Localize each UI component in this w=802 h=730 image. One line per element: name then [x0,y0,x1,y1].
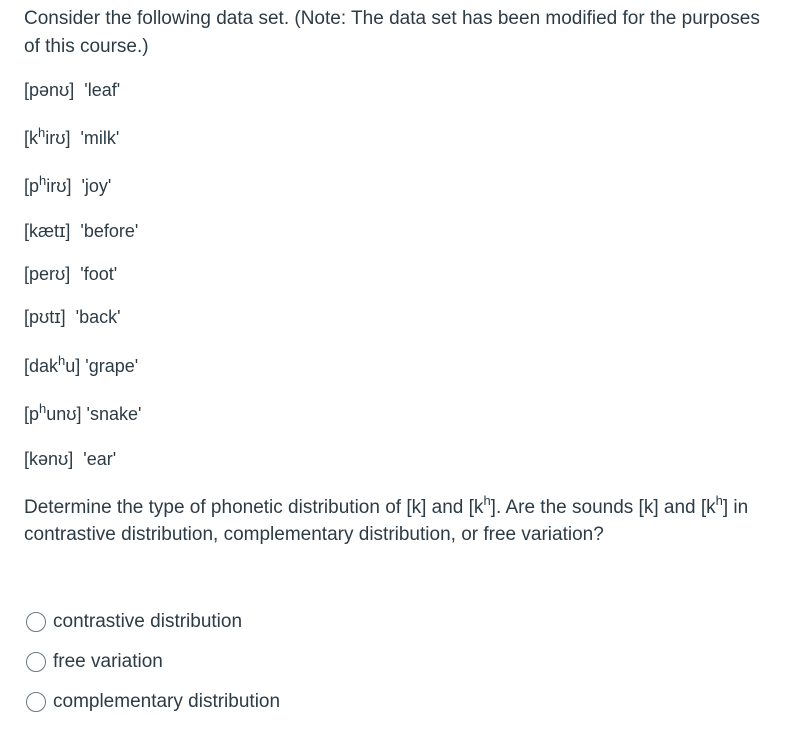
question-text [24,494,754,548]
question-part: Determine the type of phonetic distribution of [k] and [k [24,497,484,518]
dataset-item [24,306,121,328]
dataset-item [24,403,141,425]
dataset-item [24,448,116,470]
aspiration-mark: h [483,493,491,508]
option-label[interactable]: complementary distribution [53,691,281,712]
transcription: [kənʊ] [24,449,74,469]
gloss: 'before' [70,221,139,241]
aspiration-mark: h [39,401,47,416]
intro-text: Consider the following data set. (Note: The data set has been modified for the purposes of this course.) [24,8,760,57]
aspiration-mark: h [715,493,723,508]
transcription: [pʊtɪ] [24,307,66,327]
transcription-rest: irʊ] [46,176,72,196]
dataset-item [24,355,138,377]
transcription: [pənʊ] [24,80,75,100]
transcription-rest: unʊ] [46,404,82,424]
gloss: 'foot' [70,264,118,284]
question-part: ] in contrastive distribution, complementary distribution, or free variation? [24,497,749,545]
aspiration-mark: h [58,353,66,368]
question-part: ]. Are the sounds [k] and [k [490,497,716,518]
option-contrastive-distribution[interactable] [26,611,242,633]
aspiration-mark: h [38,125,46,140]
gloss: 'milk' [70,128,120,148]
transcription: [kætɪ] [24,221,71,241]
dataset-item [24,79,120,101]
transcription: [p [24,404,40,424]
option-free-variation[interactable] [26,651,163,673]
option-label[interactable]: free variation [53,651,163,672]
radio-button[interactable] [26,612,46,632]
transcription: [dak [24,356,59,376]
dataset-item [24,175,111,197]
gloss: 'joy' [71,176,112,196]
radio-button[interactable] [26,692,46,712]
transcription-rest: irʊ] [45,128,71,148]
gloss: 'back' [65,307,121,327]
gloss: 'grape' [80,356,139,376]
gloss: 'leaf' [74,80,121,100]
dataset-item [24,220,138,242]
transcription: [p [24,176,40,196]
dataset-item [24,263,117,285]
dataset-item [24,127,119,149]
gloss: 'snake' [81,404,142,424]
transcription: [k [24,128,39,148]
radio-button[interactable] [26,652,46,672]
option-complementary-distribution[interactable] [26,691,280,713]
option-label[interactable]: contrastive distribution [53,611,243,632]
transcription-rest: u] [65,356,81,376]
aspiration-mark: h [39,173,47,188]
transcription: [perʊ] [24,264,71,284]
gloss: 'ear' [73,449,117,469]
